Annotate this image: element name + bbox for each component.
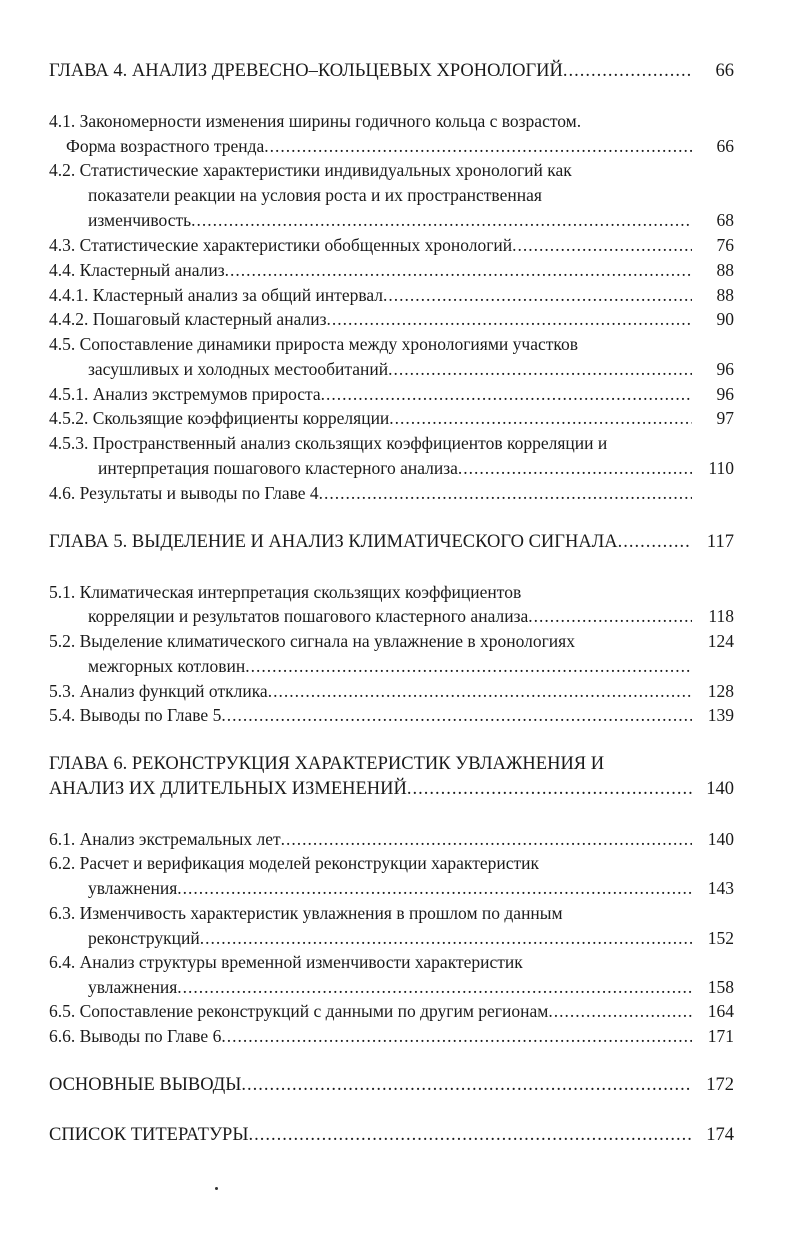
toc-entry-4-5-3 <box>49 432 607 454</box>
toc-entry-5-2 <box>49 630 575 652</box>
toc-page-number: 128 <box>707 681 734 701</box>
toc-page-number: 117 <box>706 532 734 552</box>
leader-dots <box>389 407 692 429</box>
toc-entry-4-2-cont <box>88 184 542 206</box>
toc-page-number: 88 <box>716 260 734 280</box>
toc-page-number: 66 <box>715 61 734 81</box>
leader-dots <box>225 259 692 281</box>
toc-entry-title: 4.4. Кластерный анализ <box>49 260 225 280</box>
toc-entry-4-4 <box>49 259 692 281</box>
toc-entry-6-1 <box>49 828 692 850</box>
toc-page-number: 110 <box>708 458 734 478</box>
leader-dots <box>319 482 692 504</box>
toc-entry-title: 4.1. Закономерности изменения ширины годичного кольца с возрастом. <box>49 111 582 131</box>
toc-entry-title: 6.3. Изменчивость характеристик увлажнения в прошлом по данным <box>49 903 563 923</box>
toc-entry-title: Форма возрастного тренда <box>66 136 265 156</box>
toc-entry-title: 5.1. Климатическая интерпретация скользящих коэффициентов <box>49 582 522 602</box>
toc-entry-title: засушливых и холодных местообитаний <box>88 359 389 379</box>
leader-dots <box>327 308 693 330</box>
leader-dots <box>177 877 692 899</box>
toc-entry-title: увлажнения <box>88 878 178 898</box>
toc-page-number: 143 <box>707 878 734 898</box>
toc-entry-title: 6.4. Анализ структуры временной изменчивости характеристик <box>49 952 523 972</box>
toc-entry-6-2 <box>49 852 539 874</box>
leader-dots <box>563 60 692 82</box>
toc-entry-4-5-1 <box>49 383 692 405</box>
toc-entry-title: 4.4.1. Кластерный анализ за общий интервал <box>49 285 384 305</box>
toc-page-number: 90 <box>716 309 734 329</box>
toc-entry-title: 4.2. Статистические характеристики индивидуальных хронологий как <box>49 160 572 180</box>
toc-entry-title: корреляции и результатов пошагового кластерного анализа <box>88 606 529 626</box>
toc-entry-title: 6.2. Расчет и верификация моделей реконструкции характеристик <box>49 853 540 873</box>
toc-page-number: 152 <box>707 928 734 948</box>
toc-entry-5-1-cont <box>88 605 692 627</box>
toc-entry-title: 5.2. Выделение климатического сигнала на увлажнение в хронологиях <box>49 631 575 651</box>
toc-entry-5-1 <box>49 581 521 603</box>
leader-dots <box>264 135 692 157</box>
toc-page-number: 171 <box>707 1026 734 1046</box>
toc-entry-5-3 <box>49 680 692 702</box>
toc-entry-4-5-3-cont <box>98 457 692 479</box>
toc-entry-5-2-cont <box>88 655 692 677</box>
toc-entry-chapter-6 <box>49 753 604 775</box>
leader-dots <box>221 704 692 726</box>
toc-page-number: 140 <box>706 779 734 799</box>
toc-entry-title: показатели реакции на условия роста и их пространственная <box>88 185 542 205</box>
toc-entry-references <box>49 1124 692 1146</box>
toc-entry-4-2-cont <box>88 209 692 231</box>
toc-page-number: 158 <box>707 977 734 997</box>
toc-page-number: 88 <box>716 285 734 305</box>
toc-page-number: 164 <box>707 1001 734 1021</box>
toc-page-number: 97 <box>716 408 734 428</box>
toc-entry-title: СПИСОК ТИТЕРАТУРЫ <box>49 1125 249 1145</box>
leader-dots <box>548 1000 692 1022</box>
toc-entry-title: 4.5.3. Пространственный анализ скользящих коэффициентов корреляции и <box>49 433 608 453</box>
leader-dots <box>191 209 692 231</box>
toc-entry-conclusions <box>49 1074 692 1096</box>
toc-entry-5-4 <box>49 704 692 726</box>
toc-entry-title: 4.3. Статистические характеристики обобщенных хронологий <box>49 235 513 255</box>
leader-dots <box>321 383 692 405</box>
toc-entry-4-5-cont <box>88 358 692 380</box>
toc-entry-4-1-cont <box>66 135 692 157</box>
toc-entry-title: ГЛАВА 5. ВЫДЕЛЕНИЕ И АНАЛИЗ КЛИМАТИЧЕСКОГО СИГНАЛА <box>49 532 618 552</box>
leader-dots <box>383 284 692 306</box>
toc-entry-4-1 <box>49 110 581 132</box>
toc-entry-6-4-cont <box>88 976 692 998</box>
toc-entry-4-5-2 <box>49 407 692 429</box>
toc-page-number: 66 <box>716 136 734 156</box>
leader-dots <box>248 1124 692 1146</box>
toc-entry-4-3 <box>49 234 692 256</box>
toc-entry-6-4 <box>49 951 523 973</box>
toc-entry-chapter-6-cont <box>49 778 692 800</box>
toc-page-number: 96 <box>716 359 734 379</box>
toc-entry-title: 6.6. Выводы по Главе 6 <box>49 1026 222 1046</box>
toc-entry-chapter-4 <box>49 60 692 82</box>
toc-page-number: 124 <box>707 631 734 651</box>
toc-entry-6-2-cont <box>88 877 692 899</box>
toc-page-number: 76 <box>716 235 734 255</box>
toc-page-number: 118 <box>708 606 734 626</box>
print-speck <box>215 1187 218 1190</box>
toc-entry-title: 4.5. Сопоставление динамики прироста между хронологиями участков <box>49 334 579 354</box>
toc-entry-title: изменчивость <box>88 210 192 230</box>
toc-entry-title: 4.6. Результаты и выводы по Главе 4 <box>49 483 319 503</box>
toc-entry-title: 5.3. Анализ функций отклика <box>49 681 268 701</box>
toc-entry-6-3 <box>49 902 563 924</box>
toc-entry-chapter-5 <box>49 531 692 553</box>
toc-entry-6-6 <box>49 1025 692 1047</box>
toc-entry-title: 4.4.2. Пошаговый кластерный анализ <box>49 309 327 329</box>
toc-entry-4-2 <box>49 159 572 181</box>
leader-dots <box>221 1025 692 1047</box>
toc-page-number: 174 <box>706 1125 734 1145</box>
toc-entry-title: интерпретация пошагового кластерного анализа <box>98 458 458 478</box>
leader-dots <box>512 234 692 256</box>
toc-entry-title: увлажнения <box>88 977 178 997</box>
toc-entry-title: ОСНОВНЫЕ ВЫВОДЫ <box>49 1075 242 1095</box>
leader-dots <box>388 358 692 380</box>
toc-entry-4-4-1 <box>49 284 692 306</box>
toc-entry-title: 6.5. Сопоставление реконструкций с данными по другим регионам <box>49 1001 549 1021</box>
leader-dots <box>177 976 692 998</box>
toc-page-number: 68 <box>716 210 734 230</box>
toc-page-number: 172 <box>706 1075 734 1095</box>
toc-entry-title: 5.4. Выводы по Главе 5 <box>49 705 222 725</box>
toc-entry-title: АНАЛИЗ ИХ ДЛИТЕЛЬНЫХ ИЗМЕНЕНИЙ <box>49 779 407 799</box>
toc-entry-4-5 <box>49 333 578 355</box>
toc-page-number: 96 <box>716 384 734 404</box>
toc-entry-title: межгорных котловин <box>88 656 246 676</box>
toc-entry-4-6 <box>49 482 692 504</box>
toc-entry-title: реконструкций <box>88 928 200 948</box>
leader-dots <box>241 1074 692 1096</box>
leader-dots <box>200 927 692 949</box>
leader-dots <box>407 778 692 800</box>
toc-entry-6-5 <box>49 1000 692 1022</box>
leader-dots <box>528 605 692 627</box>
leader-dots <box>281 828 692 850</box>
toc-entry-title: ГЛАВА 6. РЕКОНСТРУКЦИЯ ХАРАКТЕРИСТИК УВЛАЖНЕНИЯ И <box>49 754 605 774</box>
toc-entry-title: ГЛАВА 4. АНАЛИЗ ДРЕВЕСНО–КОЛЬЦЕВЫХ ХРОНОЛОГИЙ <box>49 61 563 81</box>
toc-entry-6-3-cont <box>88 927 692 949</box>
toc-entry-title: 4.5.1. Анализ экстремумов прироста <box>49 384 321 404</box>
leader-dots <box>268 680 692 702</box>
toc-entry-title: 6.1. Анализ экстремальных лет <box>49 829 281 849</box>
toc-entry-title: 4.5.2. Скользящие коэффициенты корреляции <box>49 408 390 428</box>
leader-dots <box>458 457 692 479</box>
toc-page-number: 140 <box>707 829 734 849</box>
toc-page-number: 139 <box>707 705 734 725</box>
toc-entry-4-4-2 <box>49 308 692 330</box>
leader-dots <box>245 655 692 677</box>
